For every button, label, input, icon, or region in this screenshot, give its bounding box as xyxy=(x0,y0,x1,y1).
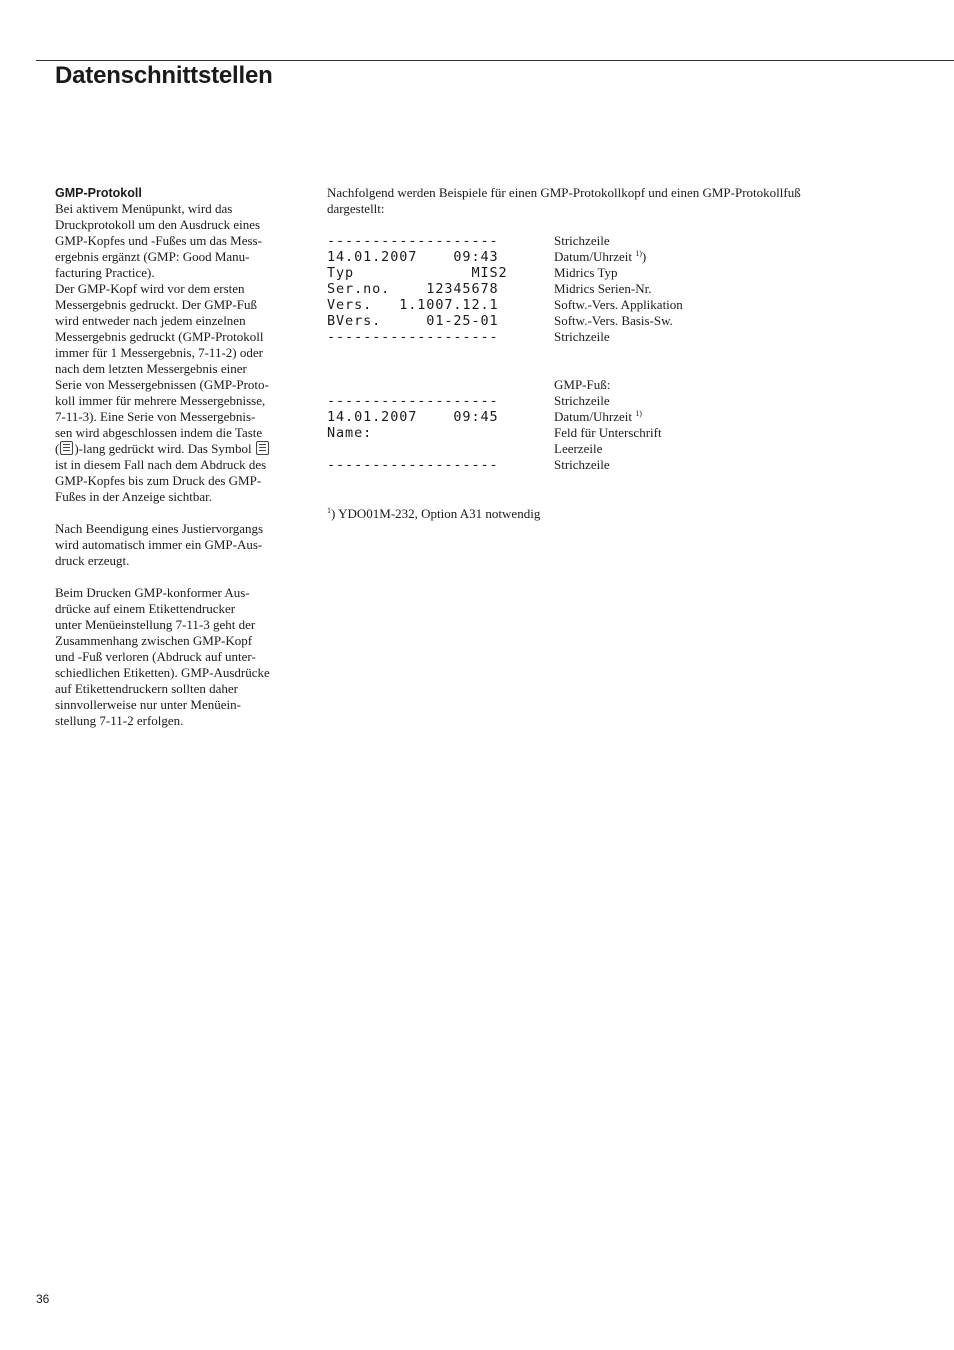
text-line: facturing Practice). xyxy=(55,265,155,280)
text-line: sen wird abgeschlossen indem die Taste xyxy=(55,425,263,440)
section-heading: GMP-Protokoll xyxy=(55,186,142,200)
text-line: sinnvollerweise nur unter Menüein- xyxy=(55,697,241,712)
printout-line: Typ MIS2 xyxy=(327,265,508,281)
printout-description xyxy=(554,249,646,265)
left-column xyxy=(55,185,300,729)
text-line: Der GMP-Kopf wird vor dem ersten xyxy=(55,281,245,296)
text-line: wird entweder nach jedem einzelnen xyxy=(55,313,246,328)
printout-line: ------------------- xyxy=(327,329,499,345)
text-fragment: )-lang gedrückt wird. Das Symbol xyxy=(74,441,255,456)
text-line: Bei aktivem Menüpunkt, wird das xyxy=(55,201,233,216)
footnote-marker: 1) xyxy=(635,249,642,258)
key-line xyxy=(55,441,300,457)
page-number: 36 xyxy=(36,1292,50,1306)
paragraph-2 xyxy=(55,521,300,569)
text-line: nach dem letzten Messergebnis einer xyxy=(55,361,247,376)
printout-line: Ser.no. 12345678 xyxy=(327,281,499,297)
printout-description: Softw.-Vers. Applikation xyxy=(554,297,683,312)
page-title: Datenschnittstellen xyxy=(55,62,273,89)
text-line: ist in diesem Fall nach dem Abdruck des xyxy=(55,457,267,472)
printout-line: ------------------- xyxy=(327,233,499,249)
header-rule xyxy=(36,60,954,61)
printout-line: 14.01.2007 09:43 xyxy=(327,249,499,265)
printout-description: Strichzeile xyxy=(554,233,610,248)
printout-description: Leerzeile xyxy=(554,441,603,456)
printout-description xyxy=(554,409,642,425)
footer-label: GMP-Fuß: xyxy=(554,377,611,392)
text-fragment: ( xyxy=(55,441,60,456)
text-line: unter Menüeinstellung 7-11-3 geht der xyxy=(55,617,256,632)
text-line: drücke auf einem Etikettendrucker xyxy=(55,601,236,616)
print-key-icon xyxy=(60,441,73,455)
text-line: und -Fuß verloren (Abdruck auf unter- xyxy=(55,649,256,664)
printout-line: BVers. 01-25-01 xyxy=(327,313,499,329)
text-line: koll immer für mehrere Messergebnisse, xyxy=(55,393,266,408)
text-line: Nachfolgend werden Beispiele für einen GMP-Protokollkopf und einen GMP-Protokollfuß xyxy=(327,185,801,200)
intro-text xyxy=(327,185,887,217)
text-line: Druckprotokoll um den Ausdruck eines xyxy=(55,217,261,232)
text-line: stellung 7-11-2 erfolgen. xyxy=(55,713,184,728)
text-line: Messergebnis gedruckt (GMP-Protokoll xyxy=(55,329,264,344)
text-line: dargestellt: xyxy=(327,201,385,216)
text-line: auf Etikettendruckern sollten daher xyxy=(55,681,239,696)
text-line: 7-11-3). Eine Serie von Messergebnis- xyxy=(55,409,256,424)
text-line: Messergebnis gedruckt. Der GMP-Fuß xyxy=(55,297,257,312)
printout-description: Midrics Serien-Nr. xyxy=(554,281,652,296)
text-line: wird automatisch immer ein GMP-Aus- xyxy=(55,537,263,552)
text-line: Beim Drucken GMP-konformer Aus- xyxy=(55,585,250,600)
text-line: Serie von Messergebnissen (GMP-Proto- xyxy=(55,377,269,392)
text-line: GMP-Kopfes bis zum Druck des GMP- xyxy=(55,473,262,488)
text-line: immer für 1 Messergebnis, 7-11-2) oder xyxy=(55,345,263,360)
printout-line: ------------------- xyxy=(327,457,499,473)
footnote-marker: 1 xyxy=(327,506,331,515)
paragraph-3 xyxy=(55,585,300,729)
printout-description: Strichzeile xyxy=(554,457,610,472)
footnote-marker: 1) xyxy=(635,409,642,418)
printout-line: ------------------- xyxy=(327,393,499,409)
printout-line: Vers. 1.1007.12.1 xyxy=(327,297,499,313)
printout-description: Feld für Unterschrift xyxy=(554,425,662,440)
printout-line: Name: xyxy=(327,425,373,441)
printout-description: Midrics Typ xyxy=(554,265,618,280)
text-line: Zusammenhang zwischen GMP-Kopf xyxy=(55,633,253,648)
text-line: schiedlichen Etiketten). GMP-Ausdrücke xyxy=(55,665,270,680)
description-text: Datum/Uhrzeit xyxy=(554,249,636,264)
text-line: ergebnis ergänzt (GMP: Good Manu- xyxy=(55,249,250,264)
footnote xyxy=(327,506,540,522)
printout-description: Strichzeile xyxy=(554,393,610,408)
print-symbol-icon xyxy=(256,441,269,455)
description-text: Datum/Uhrzeit xyxy=(554,409,636,424)
text-line: Nach Beendigung eines Justiervorgangs xyxy=(55,521,264,536)
footnote-text: ) YDO01M-232, Option A31 notwendig xyxy=(331,506,541,521)
printout-description: Softw.-Vers. Basis-Sw. xyxy=(554,313,673,328)
text-line: druck erzeugt. xyxy=(55,553,130,568)
printout-line: 14.01.2007 09:45 xyxy=(327,409,499,425)
description-text: ) xyxy=(641,249,647,264)
paragraph-1 xyxy=(55,201,300,505)
printout-description: Strichzeile xyxy=(554,329,610,344)
text-line: GMP-Kopfes und -Fußes um das Mess- xyxy=(55,233,262,248)
text-line: Fußes in der Anzeige sichtbar. xyxy=(55,489,213,504)
